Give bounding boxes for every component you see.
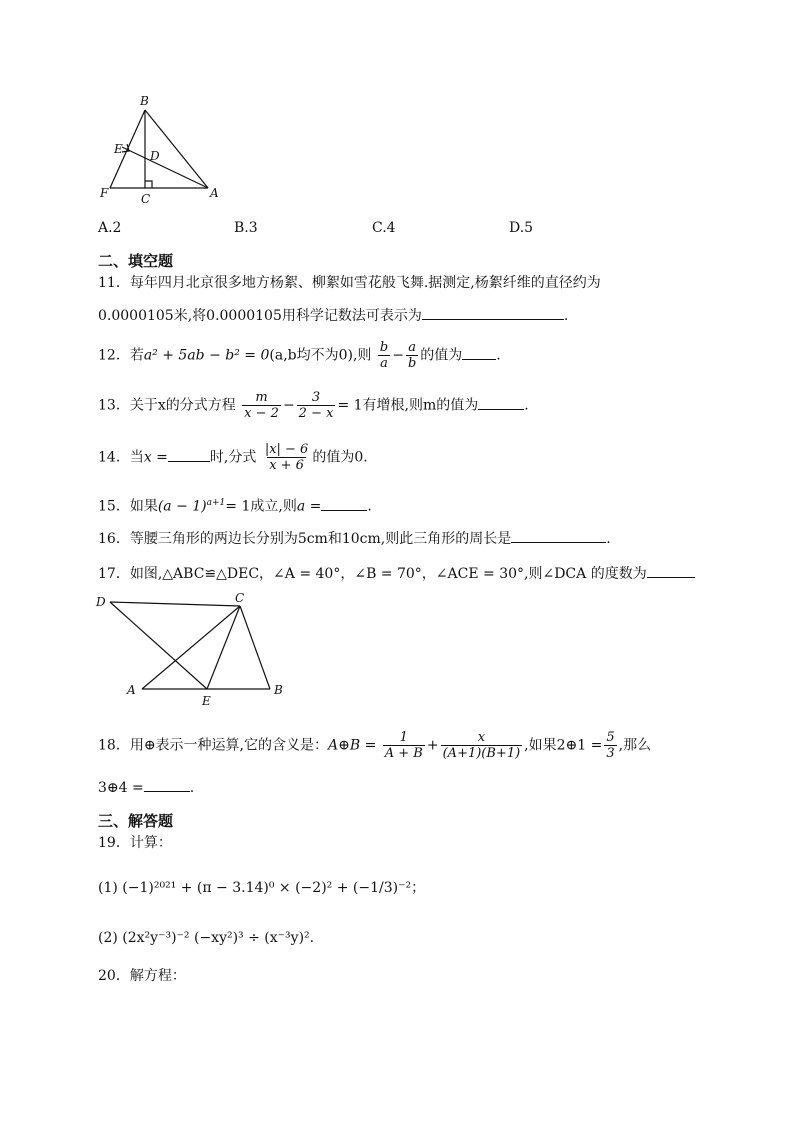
label-A: A (127, 683, 136, 697)
figure-triangles-q17 (92, 590, 302, 710)
option-b: B.3 (234, 220, 258, 236)
question-20-title: 20．解方程： (98, 968, 186, 984)
section-solutions: 三、解答题 (98, 812, 174, 830)
question-11-text: 0.0000105米,将0.0000105用科学记数法可表示为 (98, 308, 422, 324)
label-E: E (202, 694, 211, 708)
label-B: B (140, 94, 149, 108)
answer-blank-18 (144, 777, 190, 792)
answer-blank-12 (462, 345, 496, 360)
label-D: D (150, 149, 160, 163)
equation-12: a² + 5ab − b² = 0 (143, 347, 270, 364)
answer-blank-11 (422, 305, 564, 320)
option-c: C.4 (372, 220, 396, 236)
section-fill-in: 二、填空题 (98, 252, 174, 270)
option-a: A.2 (98, 220, 122, 236)
question-16: 16．等腰三角形的两边长分别为5cm和10cm,则此三角形的周长是 . (98, 528, 611, 549)
answer-blank-16 (511, 528, 606, 543)
answer-blank-13 (478, 395, 524, 410)
label-E: E (114, 142, 123, 156)
question-18-line1: 18．用⊕表示一种运算,它的含义是：A⊕B = $\frac{1}{A + B}$ + $\frac{x}{(A+1)(B+1)}$ ,如果2⊕1 = $\frac{5}{3}$ ,那么 (98, 730, 652, 761)
label-C: C (141, 192, 151, 206)
label-F: F (100, 186, 109, 200)
label-D: D (96, 595, 106, 609)
label-A: A (210, 186, 219, 200)
question-12: 12．若a² + 5ab − b² = 0(a,b均不为0),则 $\frac{b}{a}$ − $\frac{a}{b}$ 的值为 . (98, 340, 501, 371)
label-C: C (235, 591, 245, 605)
question-19-part1: (1) (−1)²⁰²¹ + (π − 3.14)⁰ × (−2)² + (−1/3)⁻²； (98, 880, 426, 896)
option-d: D.5 (509, 220, 534, 236)
question-19-title: 19．计算： (98, 835, 172, 851)
answer-blank-17 (647, 563, 695, 578)
question-15: 15．如果$(a - 1)^{a+1}= 1$成立,则a = . (98, 493, 372, 517)
question-14: 14．当x = 时,分式 $\frac{|x| - 6}{x + 6}$ 的值为0. (98, 442, 368, 473)
question-19-part2: (2) (2x²y⁻³)⁻² (−xy²)³ ÷ (x⁻³y)². (98, 930, 315, 946)
answer-blank-14 (168, 447, 210, 462)
figure-triangle-q10 (100, 90, 230, 210)
question-11-line1: 11．每年四月北京很多地方杨絮、柳絮如雪花般飞舞.据测定,杨絮纤维的直径约为 (98, 275, 601, 291)
question-18-line2: 3⊕4 = . (98, 777, 194, 798)
label-B: B (274, 683, 283, 697)
answer-blank-15 (321, 496, 367, 511)
question-17: 17．如图,△ABC≌△DEC，∠A = 40°，∠B = 70°，∠ACE = 30°,则∠DCA 的度数为 (98, 563, 695, 584)
question-11-line2: 0.0000105米,将0.0000105用科学记数法可表示为 . (98, 305, 568, 326)
question-13: 13．关于x的分式方程 $\frac{m}{x - 2}$ − $\frac{3}{2 - x}$ = 1有增根,则m的值为 . (98, 390, 529, 421)
